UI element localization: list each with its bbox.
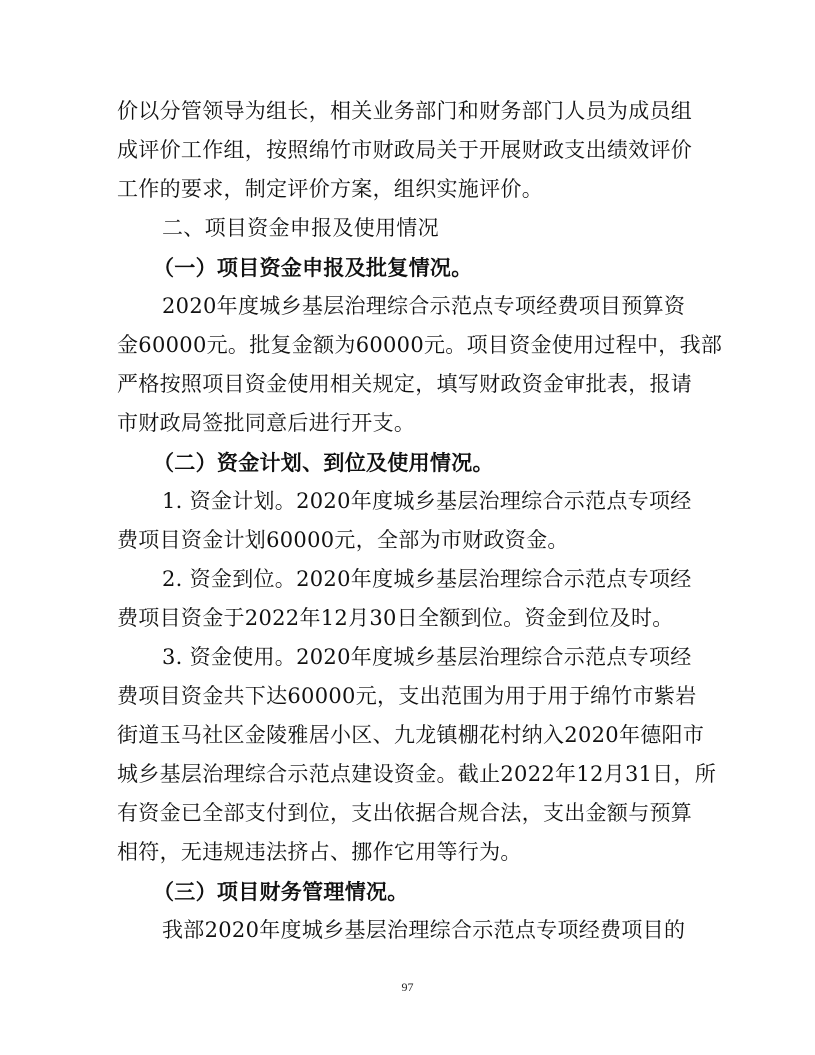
- paragraph-line: 金60000元。批复金额为60000元。项目资金使用过程中，我部: [117, 333, 723, 357]
- paragraph-line: 工作的要求，制定评价方案，组织实施评价。: [117, 177, 543, 201]
- paragraph-line: 市财政局签批同意后进行开支。: [117, 411, 416, 435]
- paragraph-line: 价以分管领导为组长，相关业务部门和财务部门人员为成员组: [117, 99, 693, 123]
- paragraph-line: 相符，无违规违法挤占、挪作它用等行为。: [117, 840, 522, 864]
- paragraph-line: 2. 资金到位。2020年度城乡基层治理综合示范点专项经: [162, 567, 692, 591]
- sub-heading: （二）资金计划、到位及使用情况。: [153, 450, 494, 475]
- paragraph-line: 1. 资金计划。2020年度城乡基层治理综合示范点专项经: [162, 489, 692, 513]
- paragraph-line: 3. 资金使用。2020年度城乡基层治理综合示范点专项经: [162, 645, 692, 669]
- paragraph-line: 费项目资金计划60000元，全部为市财政资金。: [117, 528, 569, 552]
- paragraph-line: 费项目资金共下达60000元，支出范围为用于用于绵竹市紫岩: [117, 684, 697, 708]
- document-body: [117, 92, 723, 950]
- paragraph-line: 有资金已全部支付到位，支出依据合规合法，支出金额与预算: [117, 801, 693, 825]
- paragraph-line: 严格按照项目资金使用相关规定，填写财政资金审批表，报请: [117, 372, 693, 396]
- sub-heading: （一）项目资金申报及批复情况。: [153, 255, 473, 280]
- page-number: 97: [401, 980, 414, 994]
- sub-heading: （三）项目财务管理情况。: [153, 879, 409, 904]
- paragraph-line: 街道玉马社区金陵雅居小区、九龙镇棚花村纳入2020年德阳市: [117, 723, 705, 747]
- section-heading: 二、项目资金申报及使用情况: [162, 216, 439, 240]
- paragraph-line: 城乡基层治理综合示范点建设资金。截止2022年12月31日，所: [117, 762, 717, 786]
- paragraph-line: 成评价工作组，按照绵竹市财政局关于开展财政支出绩效评价: [117, 138, 693, 162]
- paragraph-line: 我部2020年度城乡基层治理综合示范点专项经费项目的: [162, 918, 686, 942]
- paragraph-line: 费项目资金于2022年12月30日全额到位。资金到位及时。: [117, 606, 674, 630]
- paragraph-line: 2020年度城乡基层治理综合示范点专项经费项目预算资: [162, 294, 686, 318]
